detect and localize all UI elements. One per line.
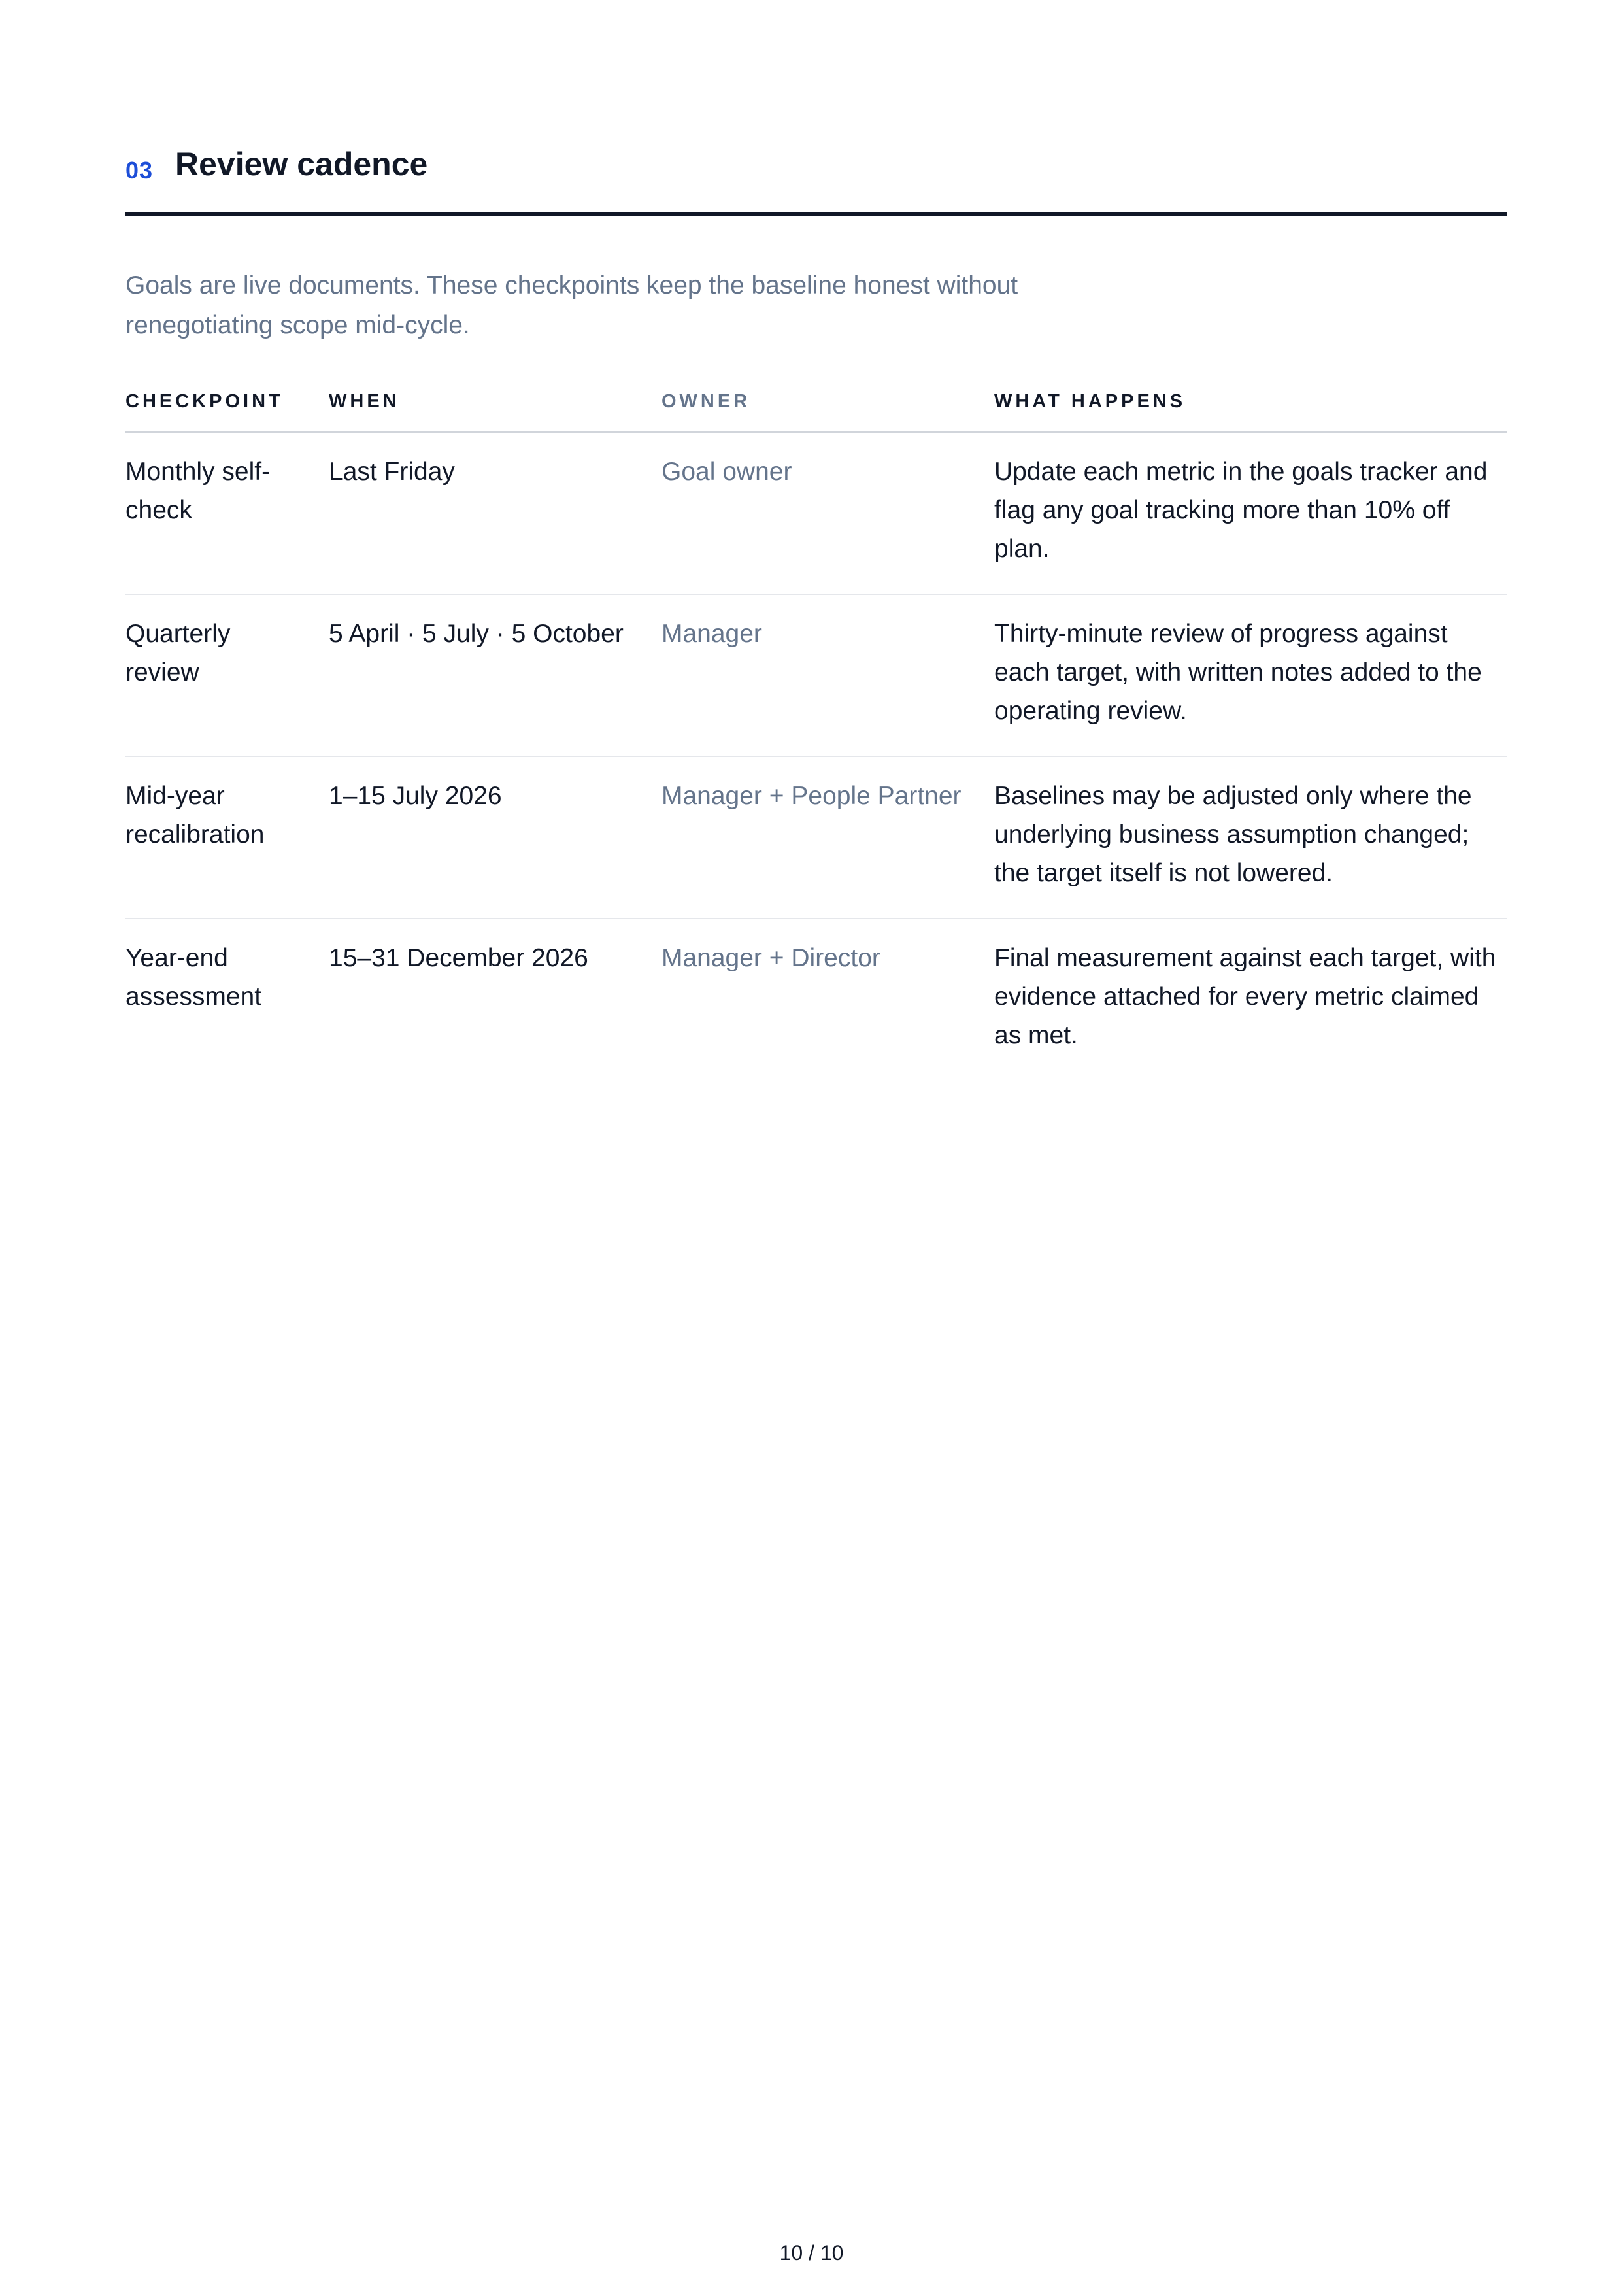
section-number: 03 — [125, 157, 154, 184]
intro-paragraph: Goals are live documents. These checkpoints keep the baseline honest without renegotiating scope mid-cycle. — [125, 271, 1018, 339]
page-number: 10 / 10 — [779, 2241, 844, 2265]
column-header-owner: OWNER — [661, 391, 751, 412]
when-cell: Last Friday — [329, 458, 455, 486]
review-cadence-table — [125, 382, 1507, 1081]
column-header-what-happens: WHAT HAPPENS — [994, 391, 1186, 412]
checkpoint-cell: Mid-year recalibration — [125, 782, 265, 849]
table-row — [125, 433, 1507, 595]
section-title: Review cadence — [175, 146, 428, 182]
table-row — [125, 919, 1507, 1081]
owner-cell: Manager + People Partner — [661, 782, 962, 810]
owner-cell: Manager — [661, 620, 762, 648]
what-happens-cell: Update each metric in the goals tracker and flag any goal tracking more than 10% off plan. — [994, 458, 1488, 563]
owner-cell: Goal owner — [661, 458, 792, 486]
column-header-checkpoint: CHECKPOINT — [125, 391, 284, 412]
checkpoint-cell: Monthly self-check — [125, 458, 271, 524]
what-happens-cell: Final measurement against each target, with evidence attached for every metric claimed as met. — [994, 944, 1496, 1049]
table-row — [125, 595, 1507, 757]
owner-cell: Manager + Director — [661, 944, 880, 972]
when-cell: 1–15 July 2026 — [329, 782, 502, 810]
table-row — [125, 757, 1507, 919]
what-happens-cell: Baselines may be adjusted only where the underlying business assumption changed; the target itself is not lowered. — [994, 782, 1472, 887]
when-cell: 5 April · 5 July · 5 October — [329, 620, 624, 648]
what-happens-cell: Thirty-minute review of progress against each target, with written notes added to the operating review. — [994, 620, 1482, 725]
document-page — [125, 0, 1507, 2296]
section-header — [125, 143, 1507, 216]
checkpoint-cell: Quarterly review — [125, 620, 231, 686]
column-header-when: WHEN — [329, 391, 400, 412]
checkpoint-cell: Year-end assessment — [125, 944, 262, 1011]
table-header — [125, 382, 1507, 433]
when-cell: 15–31 December 2026 — [329, 944, 588, 972]
